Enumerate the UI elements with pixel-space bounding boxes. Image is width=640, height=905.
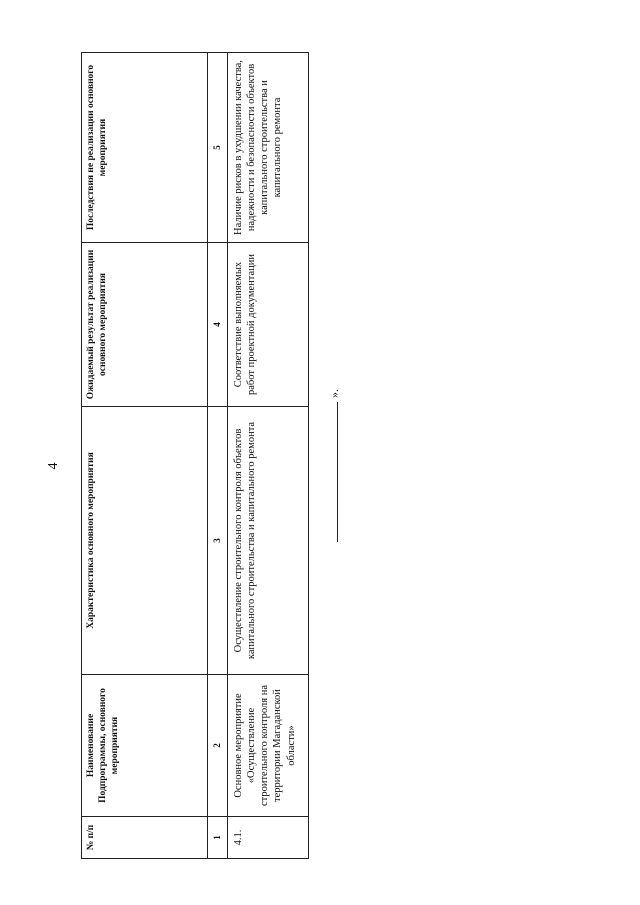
column-number: 2 [208,675,228,817]
column-number: 1 [208,817,228,859]
column-number: 5 [208,53,228,243]
column-number-row [208,53,228,859]
row-number-cell: 4.1. [228,817,309,859]
header-number: № п/п [82,817,208,859]
table-row [228,53,309,859]
header-result: Ожидаемый результат реализации основного мероприятия [82,243,208,407]
underline-rule [337,402,338,542]
page-number: 4 [46,462,61,470]
closing-line [325,372,343,542]
program-table [81,52,309,859]
row-characteristic-cell: Осуществление строительного контроля объектов капитального строительства и капитального ремонта [228,407,309,675]
header-consequence: Последствия не реализации основного мероприятия [82,53,208,243]
column-number: 3 [208,407,228,675]
row-consequence-cell: Наличие рисков в ухудшении качества, надежности и безопасности объектов капитального строительства и капитального ремонта [228,53,309,243]
rotated-table-frame [81,53,309,859]
row-result-cell: Соответствие выполняемых работ проектной документации [228,243,309,407]
header-characteristic: Характеристика основного мероприятия [82,407,208,675]
column-number: 4 [208,243,228,407]
row-name-cell: Основное мероприятие «Осуществление строительного контроля на территории Магаданской области» [228,675,309,817]
table-header-row [82,53,208,859]
header-name: Наименование Подпрограммы, основного мероприятия [82,675,208,817]
closing-quote: ». [327,389,341,398]
